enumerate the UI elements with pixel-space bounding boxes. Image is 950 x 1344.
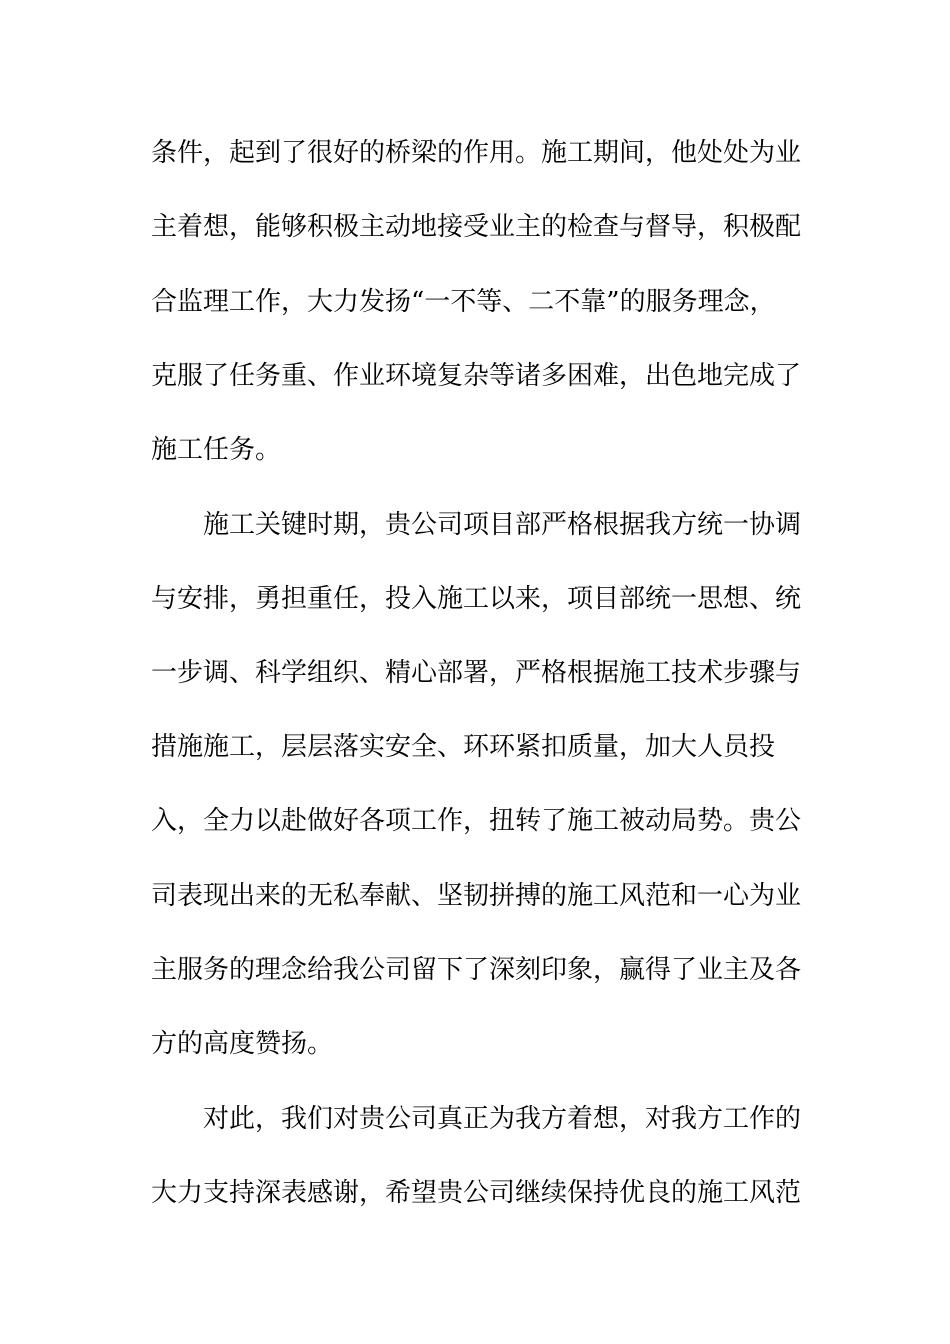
text-line: 主服务的理念给我公司留下了深刻印象，赢得了业主及各 bbox=[151, 955, 802, 985]
text-line: 与安排，勇担重任，投入施工以来，项目部统一思想、统 bbox=[151, 584, 802, 614]
paragraph-first-line: 对此，我们对贵公司真正为我方着想，对我方工作的 bbox=[203, 1104, 802, 1134]
text-line: 条件，起到了很好的桥梁的作用。施工期间，他处处为业 bbox=[151, 138, 802, 168]
text-line: 合监理工作，大力发扬“一不等、二不靠”的服务理念， bbox=[151, 287, 776, 317]
paragraph-first-line: 施工关键时期，贵公司项目部严格根据我方统一协调 bbox=[203, 510, 802, 540]
text-line: 司表现出来的无私奉献、坚韧拼搏的施工风范和一心为业 bbox=[151, 881, 802, 911]
text-line: 克服了任务重、作业环境复杂等诸多困难，出色地完成了 bbox=[151, 361, 802, 391]
text-line: 大力支持深表感谢，希望贵公司继续保持优良的施工风范 bbox=[151, 1178, 802, 1208]
text-line: 措施施工，层层落实安全、环环紧扣质量，加大人员投 bbox=[151, 732, 776, 762]
text-line: 入，全力以赴做好各项工作，扭转了施工被动局势。贵公 bbox=[151, 806, 802, 836]
text-line: 方的高度赞扬。 bbox=[151, 1029, 334, 1059]
text-line: 一步调、科学组织、精心部署，严格根据施工技术步骤与 bbox=[151, 658, 802, 688]
text-line: 施工任务。 bbox=[151, 435, 282, 465]
text-line: 主着想，能够积极主动地接受业主的检查与督导，积极配 bbox=[151, 212, 802, 242]
